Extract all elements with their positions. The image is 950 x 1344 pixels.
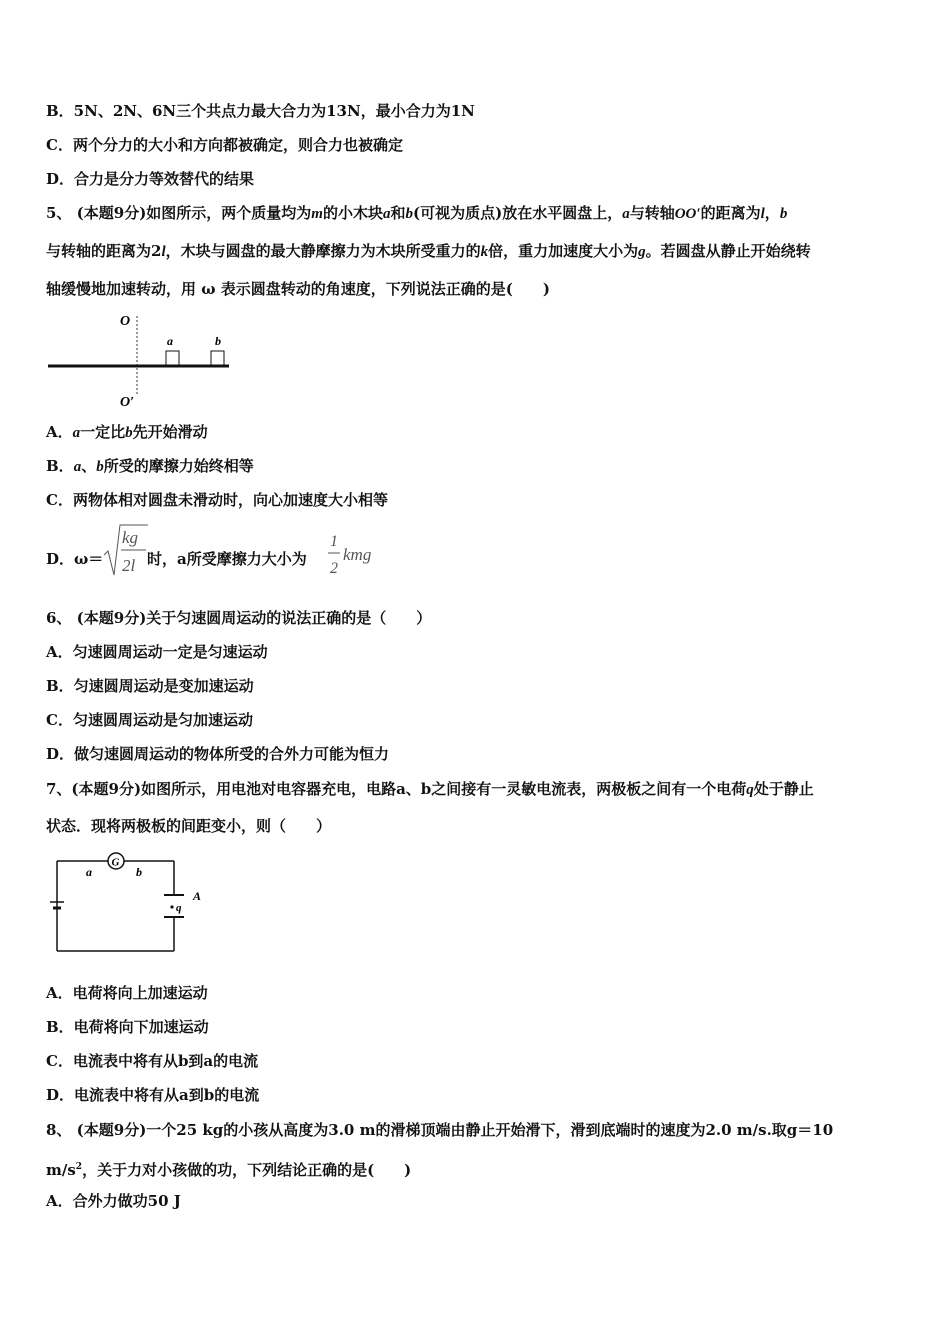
half-numerator: 1: [330, 533, 338, 550]
q8-stem-line1: 8、 (本题9分)一个25 kg的小孩从高度为3.0 m的滑梯顶端由静止开始滑下，滑到底端时的速度为2.0 m/s.取g＝10: [46, 1121, 834, 1139]
label-b: b: [136, 865, 142, 879]
q5-option-c: C．两物体相对圆盘未滑动时，向心加速度大小相等: [46, 491, 388, 509]
q5-option-d-middle: 时，a所受摩擦力大小为: [147, 550, 307, 568]
label-a: a: [167, 334, 173, 348]
label-G: G: [111, 856, 120, 869]
q5-option-b: B．a、b所受的摩擦力始终相等: [46, 457, 254, 475]
q8-stem-line2: $m/s^2$，关于力对小孩做的功，下列结论正确的是( ): [46, 1161, 412, 1179]
q6-stem: 6、 (本题9分)关于匀速圆周运动的说法正确的是（ ）: [46, 609, 432, 627]
sqrt-numerator: kg: [122, 528, 139, 547]
sqrt-denominator: 2l: [122, 556, 136, 575]
q7-stem-line1: 7、(本题9分)如图所示，用电池对电容器充电，电路a、b之间接有一灵敏电流表，两极板之间有一个电荷q处于静止: [46, 780, 814, 798]
label-A: A: [193, 889, 202, 903]
q4-option-b: B．5N、2N、6N三个共点力最大合力为13N，最小合力为1N: [46, 102, 475, 120]
q5-option-d-prefix: D．ω＝: [46, 550, 104, 568]
q7-option-a: A．电荷将向上加速运动: [46, 984, 208, 1002]
q5-stem-line2: 与转轴的距离为2l，木块与圆盘的最大静摩擦力为木块所受重力的k倍，重力加速度大小为g。若圆盘从静止开始绕转: [46, 242, 811, 260]
q7-option-c: C．电流表中将有从b到a的电流: [46, 1052, 259, 1070]
q5-turntable-figure: [40, 308, 240, 412]
label-q: q: [176, 902, 182, 914]
block-b: [211, 351, 224, 365]
half-denominator: 2: [330, 560, 338, 577]
q6-option-c: C．匀速圆周运动是匀加速运动: [46, 711, 253, 729]
sqrt-kg-over-2l: [102, 521, 150, 579]
q6-option-a: A．匀速圆周运动一定是匀速运动: [46, 643, 268, 661]
half-kmg: [326, 529, 386, 579]
label-O: O: [120, 314, 131, 329]
q7-option-d: D．电流表中将有从a到b的电流: [46, 1086, 260, 1104]
label-O-prime: O′: [120, 395, 135, 410]
q4-option-c: C．两个分力的大小和方向都被确定，则合力也被确定: [46, 136, 403, 154]
block-a: [166, 351, 179, 365]
charge-dot: [170, 905, 173, 908]
q5-stem-line1: 5、 (本题9分)如图所示，两个质量均为m的小木块a和b(可视为质点)放在水平圆盘上，a与转轴OO′的距离为l，b: [46, 204, 788, 222]
q7-option-b: B．电荷将向下加速运动: [46, 1018, 209, 1036]
label-b: b: [215, 334, 221, 348]
q6-option-d: D．做匀速圆周运动的物体所受的合外力可能为恒力: [46, 745, 390, 763]
q5-stem-line3: 轴缓慢地加速转动，用 ω 表示圆盘转动的角速度，下列说法正确的是( ): [46, 280, 550, 298]
q4-option-d: D．合力是分力等效替代的结果: [46, 170, 255, 188]
q5-option-a: A．a一定比b先开始滑动: [46, 423, 208, 441]
label-a: a: [86, 865, 92, 879]
kmg: kmg: [343, 545, 372, 564]
q8-option-a: A．合外力做功50 J: [46, 1192, 181, 1210]
q7-stem-line2: 状态．现将两极板的间距变小，则（ ）: [46, 817, 332, 835]
q7-circuit-figure: [46, 850, 216, 960]
q6-option-b: B．匀速圆周运动是变加速运动: [46, 677, 254, 695]
